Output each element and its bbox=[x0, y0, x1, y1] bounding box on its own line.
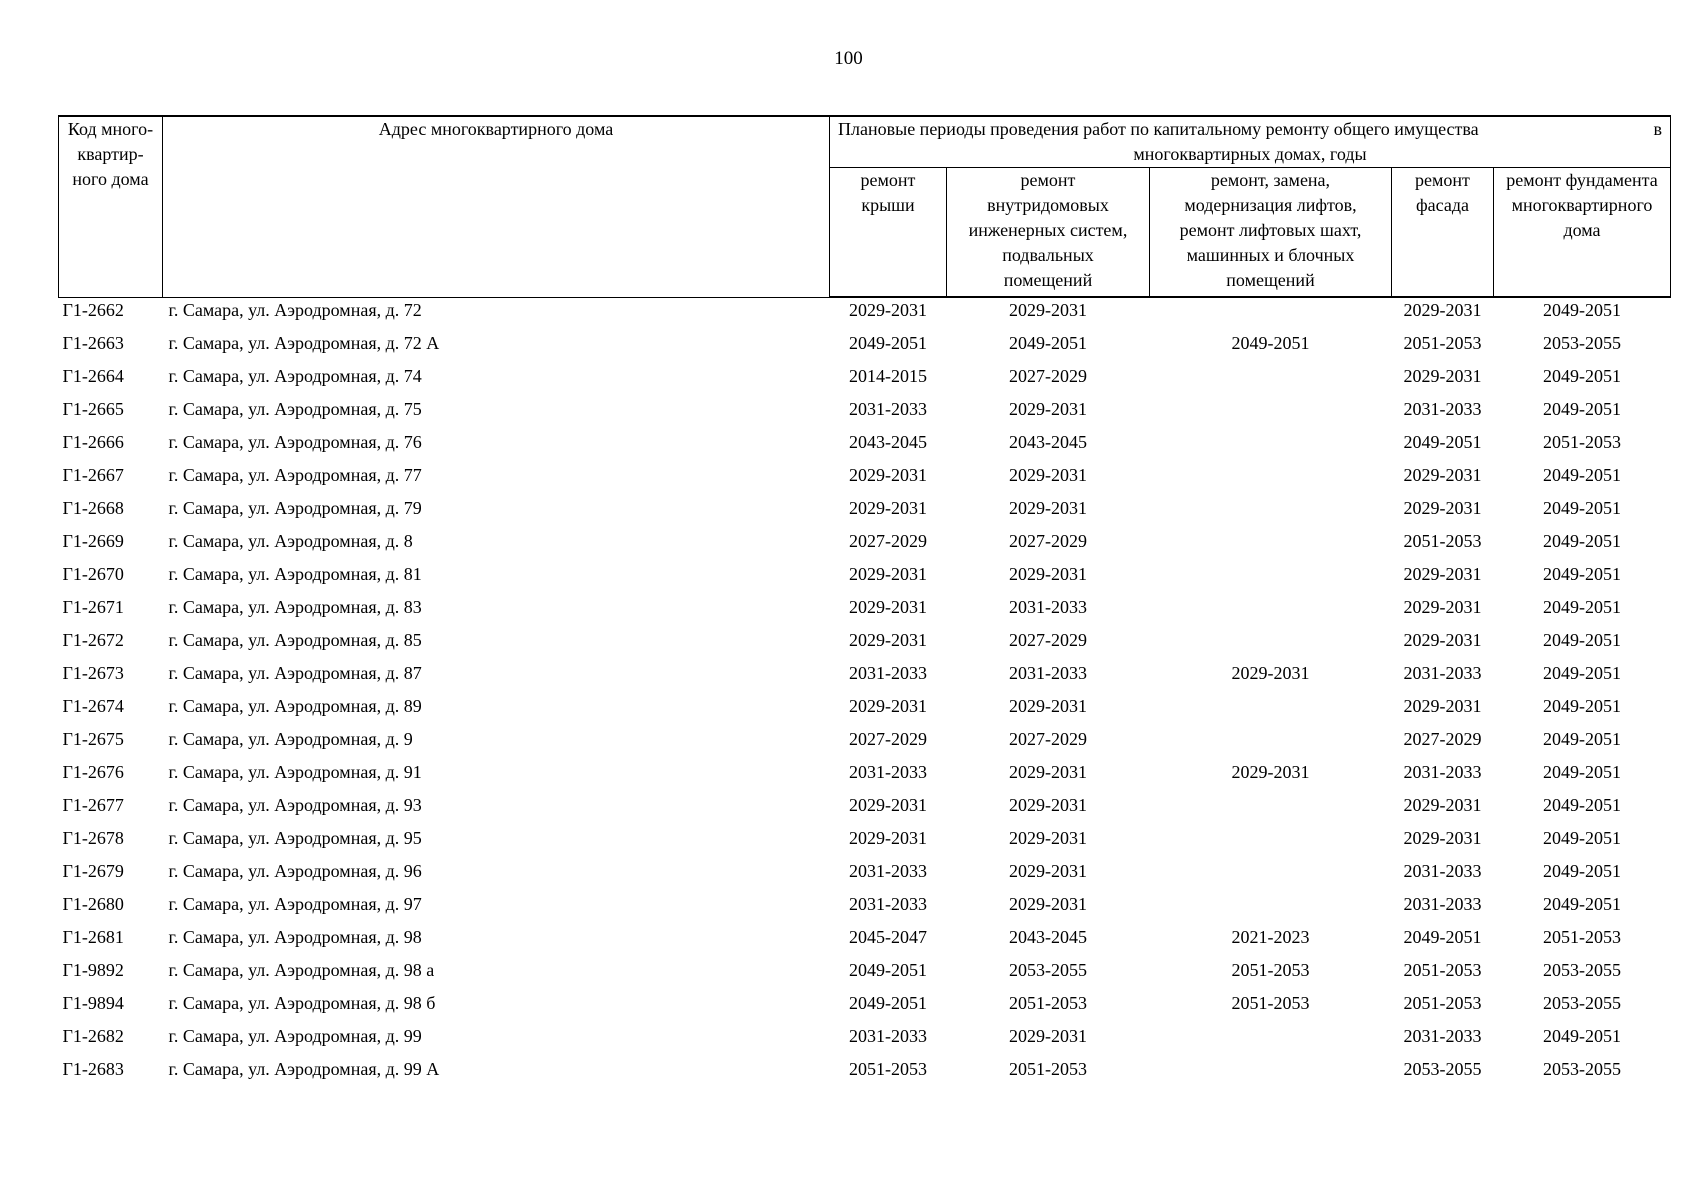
cell-lifts: 2029-2031 bbox=[1231, 663, 1310, 683]
table-row bbox=[59, 595, 1671, 628]
cell-address: г. Самара, ул. Аэродромная, д. 76 bbox=[168, 432, 422, 452]
cell-code: Г1-2664 bbox=[62, 366, 124, 386]
header-code-line: Код много- bbox=[67, 119, 154, 139]
cell-lifts: 2051-2053 bbox=[1231, 960, 1310, 980]
cell-engineering: 2029-2031 bbox=[1009, 564, 1087, 584]
cell-address: г. Самара, ул. Аэродромная, д. 98 б bbox=[168, 993, 436, 1013]
cell-lifts bbox=[1150, 727, 1392, 760]
cell-roof: 2029-2031 bbox=[849, 828, 927, 848]
table-row bbox=[59, 859, 1671, 892]
cell-foundation: 2049-2051 bbox=[1543, 366, 1621, 386]
cell-address: г. Самара, ул. Аэродромная, д. 91 bbox=[168, 762, 422, 782]
cell-code: Г1-2663 bbox=[62, 333, 124, 353]
header-foundation bbox=[1494, 168, 1671, 298]
cell-code: Г1-2676 bbox=[62, 762, 124, 782]
cell-foundation: 2049-2051 bbox=[1543, 399, 1621, 419]
cell-roof: 2049-2051 bbox=[849, 333, 927, 353]
table-row bbox=[59, 727, 1671, 760]
cell-facade: 2027-2029 bbox=[1403, 729, 1482, 749]
cell-engineering: 2027-2029 bbox=[1009, 630, 1087, 650]
header-line: помещений bbox=[1226, 270, 1315, 290]
cell-address: г. Самара, ул. Аэродромная, д. 89 bbox=[168, 696, 422, 716]
header-group-line1-tail: в bbox=[1653, 119, 1662, 139]
cell-foundation: 2049-2051 bbox=[1543, 894, 1621, 914]
cell-code: Г1-9894 bbox=[62, 993, 124, 1013]
cell-foundation: 2051-2053 bbox=[1543, 927, 1621, 947]
cell-address: г. Самара, ул. Аэродромная, д. 72 bbox=[168, 299, 422, 320]
table-row bbox=[59, 297, 1671, 331]
page-number: 100 bbox=[834, 48, 863, 69]
cell-address: г. Самара, ул. Аэродромная, д. 75 bbox=[168, 399, 422, 419]
cell-address: г. Самара, ул. Аэродромная, д. 87 bbox=[168, 663, 422, 683]
cell-roof: 2049-2051 bbox=[849, 960, 927, 980]
table-row bbox=[59, 661, 1671, 694]
table-row bbox=[59, 826, 1671, 859]
cell-foundation: 2053-2055 bbox=[1543, 1059, 1621, 1079]
cell-engineering: 2029-2031 bbox=[1009, 300, 1087, 320]
header-roof bbox=[830, 168, 947, 298]
cell-facade: 2029-2031 bbox=[1403, 300, 1482, 320]
cell-foundation: 2053-2055 bbox=[1543, 960, 1621, 980]
cell-roof: 2031-2033 bbox=[849, 894, 927, 914]
cell-facade: 2051-2053 bbox=[1403, 333, 1482, 353]
table-row bbox=[59, 628, 1671, 661]
cell-lifts bbox=[1150, 628, 1392, 661]
cell-facade: 2029-2031 bbox=[1403, 795, 1482, 815]
header-code-line: квартир- bbox=[77, 144, 144, 164]
table-row bbox=[59, 793, 1671, 826]
cell-facade: 2029-2031 bbox=[1403, 828, 1482, 848]
cell-foundation: 2049-2051 bbox=[1543, 828, 1621, 848]
cell-address: г. Самара, ул. Аэродромная, д. 8 bbox=[168, 531, 413, 551]
cell-engineering: 2029-2031 bbox=[1009, 465, 1087, 485]
header-engineering bbox=[947, 168, 1150, 298]
cell-code: Г1-2673 bbox=[62, 663, 124, 683]
cell-roof: 2031-2033 bbox=[849, 861, 927, 881]
cell-facade: 2053-2055 bbox=[1403, 1059, 1482, 1079]
cell-address: г. Самара, ул. Аэродромная, д. 99 bbox=[168, 1026, 422, 1046]
cell-engineering: 2049-2051 bbox=[1009, 333, 1087, 353]
cell-code: Г1-2671 bbox=[62, 597, 124, 617]
cell-engineering: 2029-2031 bbox=[1009, 696, 1087, 716]
header-line: ремонт, замена, bbox=[1210, 170, 1331, 190]
cell-facade: 2049-2051 bbox=[1403, 432, 1482, 452]
header-line: ремонт лифтовых шахт, bbox=[1179, 220, 1362, 240]
cell-facade: 2029-2031 bbox=[1403, 696, 1482, 716]
cell-code: Г1-2681 bbox=[62, 927, 124, 947]
header-line: ремонт bbox=[860, 170, 916, 190]
cell-engineering: 2053-2055 bbox=[1009, 960, 1087, 980]
cell-address: г. Самара, ул. Аэродромная, д. 95 bbox=[168, 828, 422, 848]
cell-facade: 2029-2031 bbox=[1403, 366, 1482, 386]
cell-lifts bbox=[1150, 562, 1392, 595]
cell-lifts: 2029-2031 bbox=[1231, 762, 1310, 782]
cell-address: г. Самара, ул. Аэродромная, д. 97 bbox=[168, 894, 422, 914]
table-row bbox=[59, 925, 1671, 958]
cell-engineering: 2027-2029 bbox=[1009, 729, 1087, 749]
cell-code: Г1-2678 bbox=[62, 828, 124, 848]
cell-foundation: 2049-2051 bbox=[1543, 861, 1621, 881]
cell-code: Г1-2667 bbox=[62, 465, 124, 485]
header-line: машинных и блочных bbox=[1186, 245, 1355, 265]
cell-address: г. Самара, ул. Аэродромная, д. 98 а bbox=[168, 960, 435, 980]
cell-engineering: 2029-2031 bbox=[1009, 795, 1087, 815]
repair-plan-table bbox=[58, 115, 1671, 1090]
table-row bbox=[59, 331, 1671, 364]
cell-facade: 2031-2033 bbox=[1403, 762, 1482, 782]
cell-lifts bbox=[1150, 826, 1392, 859]
cell-facade: 2031-2033 bbox=[1403, 894, 1482, 914]
header-line: дома bbox=[1563, 220, 1601, 240]
cell-address: г. Самара, ул. Аэродромная, д. 79 bbox=[168, 498, 422, 518]
header-line: модернизация лифтов, bbox=[1184, 195, 1357, 215]
table-body bbox=[59, 297, 1671, 1090]
header-line: фасада bbox=[1416, 195, 1469, 215]
cell-foundation: 2049-2051 bbox=[1543, 564, 1621, 584]
cell-foundation: 2053-2055 bbox=[1543, 993, 1621, 1013]
cell-lifts bbox=[1150, 859, 1392, 892]
cell-lifts bbox=[1150, 595, 1392, 628]
cell-facade: 2029-2031 bbox=[1403, 564, 1482, 584]
cell-address: г. Самара, ул. Аэродромная, д. 72 А bbox=[168, 333, 440, 353]
cell-address: г. Самара, ул. Аэродромная, д. 96 bbox=[168, 861, 422, 881]
cell-lifts bbox=[1150, 297, 1392, 331]
cell-facade: 2029-2031 bbox=[1403, 597, 1482, 617]
header-line: внутридомовых bbox=[987, 195, 1109, 215]
cell-roof: 2031-2033 bbox=[849, 762, 927, 782]
cell-code: Г1-2677 bbox=[62, 795, 124, 815]
header-facade bbox=[1392, 168, 1494, 298]
cell-address: г. Самара, ул. Аэродромная, д. 81 bbox=[168, 564, 422, 584]
cell-lifts bbox=[1150, 793, 1392, 826]
cell-code: Г1-9892 bbox=[62, 960, 124, 980]
table-row bbox=[59, 892, 1671, 925]
table-row bbox=[59, 562, 1671, 595]
cell-lifts bbox=[1150, 430, 1392, 463]
cell-facade: 2031-2033 bbox=[1403, 399, 1482, 419]
cell-engineering: 2031-2033 bbox=[1009, 597, 1087, 617]
cell-roof: 2027-2029 bbox=[849, 531, 927, 551]
cell-roof: 2029-2031 bbox=[849, 696, 927, 716]
cell-roof: 2031-2033 bbox=[849, 663, 927, 683]
cell-engineering: 2029-2031 bbox=[1009, 498, 1087, 518]
cell-foundation: 2049-2051 bbox=[1543, 630, 1621, 650]
table-row bbox=[59, 694, 1671, 727]
header-line: ремонт bbox=[1415, 170, 1470, 190]
table-row bbox=[59, 463, 1671, 496]
cell-engineering: 2029-2031 bbox=[1009, 399, 1087, 419]
cell-lifts bbox=[1150, 529, 1392, 562]
cell-foundation: 2049-2051 bbox=[1543, 1026, 1621, 1046]
cell-address: г. Самара, ул. Аэродромная, д. 85 bbox=[168, 630, 422, 650]
cell-facade: 2029-2031 bbox=[1403, 498, 1482, 518]
cell-foundation: 2049-2051 bbox=[1543, 531, 1621, 551]
cell-lifts bbox=[1150, 463, 1392, 496]
cell-facade: 2031-2033 bbox=[1403, 861, 1482, 881]
cell-facade: 2029-2031 bbox=[1403, 630, 1482, 650]
cell-address: г. Самара, ул. Аэродромная, д. 74 bbox=[168, 366, 422, 386]
cell-roof: 2031-2033 bbox=[849, 1026, 927, 1046]
table-row bbox=[59, 496, 1671, 529]
cell-lifts: 2051-2053 bbox=[1231, 993, 1310, 1013]
cell-lifts bbox=[1150, 397, 1392, 430]
cell-facade: 2031-2033 bbox=[1403, 663, 1482, 683]
table-row bbox=[59, 1024, 1671, 1057]
cell-lifts bbox=[1150, 892, 1392, 925]
cell-facade: 2029-2031 bbox=[1403, 465, 1482, 485]
table-row bbox=[59, 397, 1671, 430]
cell-foundation: 2049-2051 bbox=[1543, 597, 1621, 617]
cell-address: г. Самара, ул. Аэродромная, д. 99 А bbox=[168, 1059, 440, 1079]
cell-roof: 2029-2031 bbox=[849, 498, 927, 518]
cell-engineering: 2029-2031 bbox=[1009, 1026, 1087, 1046]
cell-lifts bbox=[1150, 1024, 1392, 1057]
cell-roof: 2049-2051 bbox=[849, 993, 927, 1013]
cell-roof: 2031-2033 bbox=[849, 399, 927, 419]
cell-code: Г1-2675 bbox=[62, 729, 124, 749]
cell-engineering: 2029-2031 bbox=[1009, 894, 1087, 914]
cell-engineering: 2029-2031 bbox=[1009, 762, 1087, 782]
cell-facade: 2051-2053 bbox=[1403, 960, 1482, 980]
header-address: Адрес многоквартирного дома bbox=[163, 116, 830, 297]
cell-roof: 2045-2047 bbox=[849, 927, 927, 947]
header-line: ремонт фундамента bbox=[1506, 170, 1658, 190]
cell-foundation: 2049-2051 bbox=[1543, 795, 1621, 815]
cell-engineering: 2043-2045 bbox=[1009, 927, 1087, 947]
cell-lifts bbox=[1150, 694, 1392, 727]
cell-roof: 2051-2053 bbox=[849, 1059, 927, 1079]
cell-foundation: 2049-2051 bbox=[1543, 729, 1621, 749]
cell-engineering: 2051-2053 bbox=[1009, 1059, 1087, 1079]
table-row bbox=[59, 1057, 1671, 1090]
cell-code: Г1-2670 bbox=[62, 564, 124, 584]
header-line: ремонт bbox=[1020, 170, 1076, 190]
table-row bbox=[59, 364, 1671, 397]
header-line: помещений bbox=[1003, 270, 1093, 290]
cell-engineering: 2043-2045 bbox=[1009, 432, 1087, 452]
cell-roof: 2014-2015 bbox=[849, 366, 927, 386]
header-code bbox=[59, 116, 163, 297]
cell-roof: 2029-2031 bbox=[849, 465, 927, 485]
cell-foundation: 2053-2055 bbox=[1543, 333, 1621, 353]
cell-lifts: 2021-2023 bbox=[1231, 927, 1310, 947]
cell-address: г. Самара, ул. Аэродромная, д. 93 bbox=[168, 795, 422, 815]
cell-engineering: 2029-2031 bbox=[1009, 861, 1087, 881]
cell-lifts: 2049-2051 bbox=[1231, 333, 1310, 353]
cell-code: Г1-2662 bbox=[62, 299, 124, 320]
table-row bbox=[59, 529, 1671, 562]
header-line: многоквартирного bbox=[1511, 195, 1653, 215]
cell-facade: 2051-2053 bbox=[1403, 531, 1482, 551]
cell-foundation: 2051-2053 bbox=[1543, 432, 1621, 452]
cell-lifts bbox=[1150, 496, 1392, 529]
table-row bbox=[59, 958, 1671, 991]
cell-code: Г1-2679 bbox=[62, 861, 124, 881]
table-row bbox=[59, 760, 1671, 793]
cell-address: г. Самара, ул. Аэродромная, д. 77 bbox=[168, 465, 422, 485]
header-code-line: ного дома bbox=[72, 169, 149, 189]
cell-foundation: 2049-2051 bbox=[1543, 300, 1621, 320]
cell-foundation: 2049-2051 bbox=[1543, 465, 1621, 485]
cell-engineering: 2027-2029 bbox=[1009, 366, 1087, 386]
table-row bbox=[59, 991, 1671, 1024]
cell-code: Г1-2674 bbox=[62, 696, 124, 716]
header-line: крыши bbox=[861, 195, 915, 215]
cell-roof: 2029-2031 bbox=[849, 630, 927, 650]
cell-address: г. Самара, ул. Аэродромная, д. 98 bbox=[168, 927, 422, 947]
cell-code: Г1-2665 bbox=[62, 399, 124, 419]
header-lifts bbox=[1150, 168, 1392, 298]
cell-engineering: 2029-2031 bbox=[1009, 828, 1087, 848]
cell-foundation: 2049-2051 bbox=[1543, 498, 1621, 518]
header-line: инженерных систем, bbox=[968, 220, 1128, 240]
cell-code: Г1-2666 bbox=[62, 432, 124, 452]
cell-roof: 2043-2045 bbox=[849, 432, 927, 452]
cell-engineering: 2027-2029 bbox=[1009, 531, 1087, 551]
cell-roof: 2029-2031 bbox=[849, 795, 927, 815]
cell-facade: 2031-2033 bbox=[1403, 1026, 1482, 1046]
cell-code: Г1-2680 bbox=[62, 894, 124, 914]
cell-lifts bbox=[1150, 364, 1392, 397]
header-line: подвальных bbox=[1002, 245, 1094, 265]
table-row bbox=[59, 430, 1671, 463]
cell-foundation: 2049-2051 bbox=[1543, 696, 1621, 716]
cell-address: г. Самара, ул. Аэродромная, д. 9 bbox=[168, 729, 413, 749]
cell-foundation: 2049-2051 bbox=[1543, 663, 1621, 683]
cell-roof: 2029-2031 bbox=[849, 564, 927, 584]
cell-roof: 2029-2031 bbox=[849, 300, 927, 320]
cell-roof: 2027-2029 bbox=[849, 729, 927, 749]
cell-engineering: 2031-2033 bbox=[1009, 663, 1087, 683]
cell-roof: 2029-2031 bbox=[849, 597, 927, 617]
cell-foundation: 2049-2051 bbox=[1543, 762, 1621, 782]
header-group-line1: Плановые периоды проведения работ по капитальному ремонту общего имущества bbox=[838, 119, 1479, 139]
header-group-line2: многоквартирных домах, годы bbox=[1133, 144, 1367, 164]
cell-facade: 2049-2051 bbox=[1403, 927, 1482, 947]
header-planned-periods bbox=[830, 116, 1671, 168]
cell-code: Г1-2682 bbox=[62, 1026, 124, 1046]
cell-code: Г1-2668 bbox=[62, 498, 124, 518]
cell-facade: 2051-2053 bbox=[1403, 993, 1482, 1013]
cell-engineering: 2051-2053 bbox=[1009, 993, 1087, 1013]
cell-lifts bbox=[1150, 1057, 1392, 1090]
cell-code: Г1-2669 bbox=[62, 531, 124, 551]
cell-code: Г1-2672 bbox=[62, 630, 124, 650]
cell-address: г. Самара, ул. Аэродромная, д. 83 bbox=[168, 597, 422, 617]
cell-code: Г1-2683 bbox=[62, 1059, 124, 1079]
table-header bbox=[59, 116, 1671, 297]
